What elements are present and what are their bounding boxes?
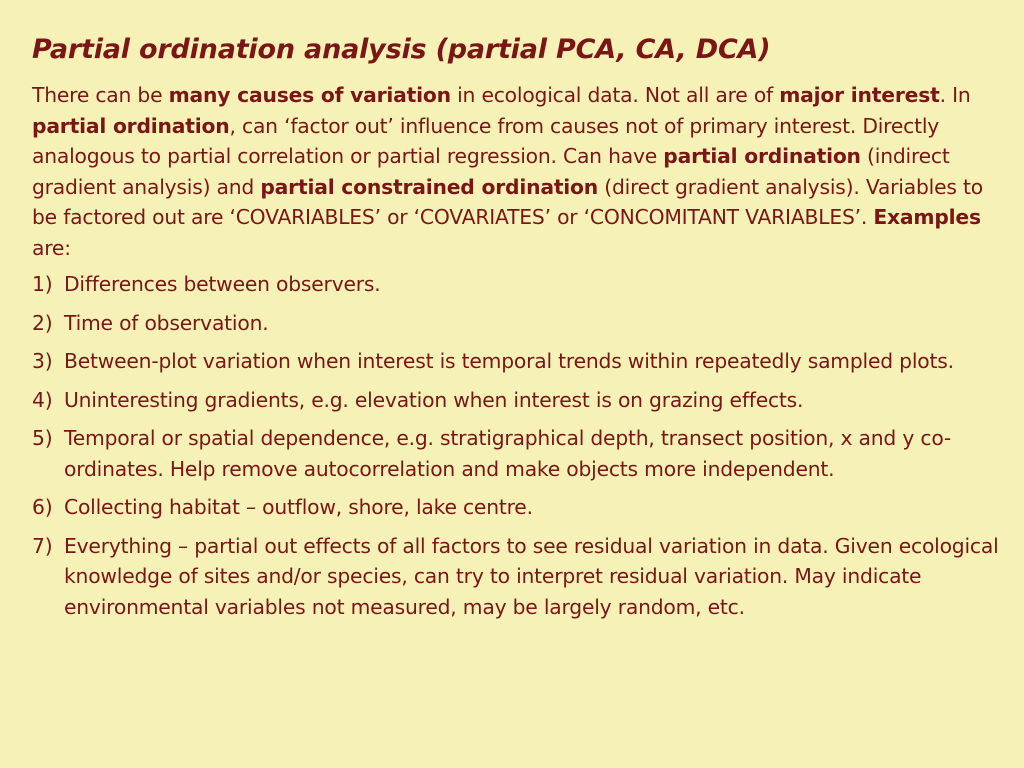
intro-bold-text: partial constrained ordination (260, 174, 599, 199)
list-item-number: 6) (32, 495, 53, 519)
intro-text: , can ‘factor out’ influence from causes not of primary interest. Directly analogous to partial correlation or partial regression. Can have (32, 113, 940, 168)
list-item-text: Temporal or spatial dependence, e.g. stratigraphical depth, transect position, x and y co-ordinates. Help remove autocorrelation and make objects more independent. (64, 426, 952, 481)
list-item-text: Uninteresting gradients, e.g. elevation when interest is on grazing effects. (64, 387, 804, 412)
intro-text: (direct gradient analysis). Variables to be factored out are ‘COVARIABLES’ or ‘COVARIATES’ or ‘CONCOMITANT VARIABLES’. (32, 174, 983, 229)
list-item-number: 3) (32, 349, 53, 373)
list-item-text: Collecting habitat – outflow, shore, lake centre. (64, 495, 533, 519)
slide-title: Partial ordination analysis (partial PCA, CA, DCA) (32, 34, 771, 65)
list-item-number: 2) (32, 310, 53, 335)
list-item (32, 385, 1004, 416)
intro-bold-text: partial ordination (32, 113, 230, 138)
intro-text: There can be (32, 83, 169, 107)
intro-bold-text: partial ordination (663, 144, 861, 168)
list-item-text: Everything – partial out effects of all factors to see residual variation in data. Given ecological knowledge of sites and/or species, can try to interpret residual variation. May indicate environmental variables not measured, may be largely random, etc. (64, 533, 999, 619)
list-item-number: 4) (32, 387, 53, 412)
intro-bold-text: major interest (779, 83, 940, 107)
list-item-number: 1) (32, 272, 53, 296)
intro-paragraph (32, 80, 1004, 263)
list-item (32, 269, 1004, 300)
list-item-text: Between-plot variation when interest is temporal trends within repeatedly sampled plots. (64, 349, 954, 373)
list-item (32, 346, 1004, 377)
list-item (32, 531, 1004, 623)
intro-text: (indirect gradient analysis) and (32, 144, 950, 199)
list-item-number: 5) (32, 426, 53, 450)
intro-text: are: (32, 235, 71, 260)
intro-bold-text: Examples (873, 205, 981, 229)
list-item (32, 423, 1004, 484)
list-item (32, 492, 1004, 523)
intro-text: . In (939, 83, 971, 107)
intro-text: in ecological data. Not all are of (450, 83, 780, 107)
list-item-text: Differences between observers. (64, 272, 381, 296)
list-item-text: Time of observation. (64, 310, 269, 335)
list-item-number: 7) (32, 533, 53, 558)
list-item (32, 308, 1004, 339)
examples-list (32, 269, 1004, 622)
slide (32, 30, 1004, 630)
intro-bold-text: many causes of variation (168, 83, 451, 107)
